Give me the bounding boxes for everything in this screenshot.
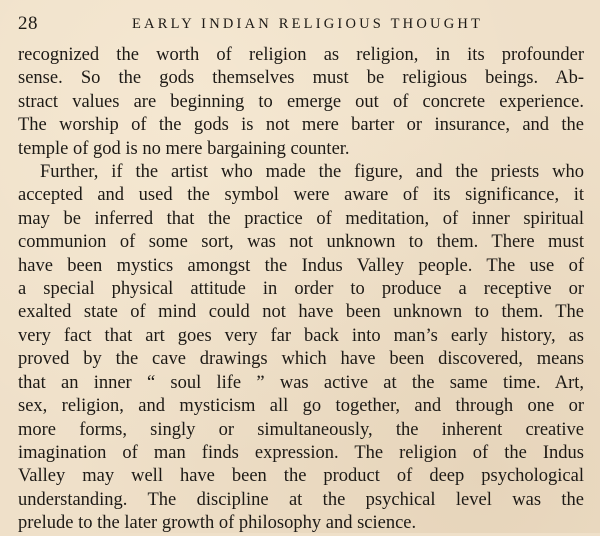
text-line: more forms, singly or simultaneously, the inherent creative	[18, 419, 584, 440]
text-line: very fact that art goes very far back into man’s early history, as	[18, 325, 584, 346]
text-line: proved by the cave drawings which have been discovered, means	[18, 349, 584, 370]
running-head: EARLY INDIAN RELIGIOUS THOUGHT	[132, 16, 484, 32]
text-line: accepted and used the symbol were aware of its significance, it	[18, 185, 584, 206]
body-text	[18, 44, 584, 536]
text-line: that an inner “ soul life ” was active at the same time. Art,	[18, 372, 584, 393]
text-line: prelude to the later growth of philosophy and science.	[18, 513, 417, 534]
text-line: exalted state of mind could not have been unknown to them. The	[18, 302, 584, 323]
text-line: stract values are beginning to emerge out of concrete experience.	[18, 91, 584, 112]
page-header	[18, 13, 584, 37]
text-line: temple of god is no mere bargaining counter.	[18, 138, 350, 159]
text-line: recognized the worth of religion as religion, in its profounder	[18, 45, 584, 65]
text-line: sex, religion, and mysticism all go together, and through one or	[18, 396, 584, 417]
text-line: have been mystics amongst the Indus Valley people. The use of	[18, 255, 584, 276]
text-line: imagination of man finds expression. The religion of the Indus	[18, 442, 584, 463]
page-number: 28	[18, 13, 38, 34]
text-line: Further, if the artist who made the figure, and the priests who	[40, 162, 584, 183]
text-line: sense. So the gods themselves must be religious beings. Ab-	[18, 68, 584, 89]
text-line: communion of some sort, was not unknown to them. There must	[18, 232, 584, 253]
text-line: Valley may well have been the product of deep psychological	[18, 466, 584, 487]
text-line: may be inferred that the practice of meditation, of inner spiritual	[18, 208, 584, 229]
text-line: understanding. The discipline at the psychical level was the	[18, 489, 584, 510]
text-line: a special physical attitude in order to produce a receptive or	[18, 279, 584, 300]
text-line: The worship of the gods is not mere barter or insurance, and the	[18, 115, 584, 136]
